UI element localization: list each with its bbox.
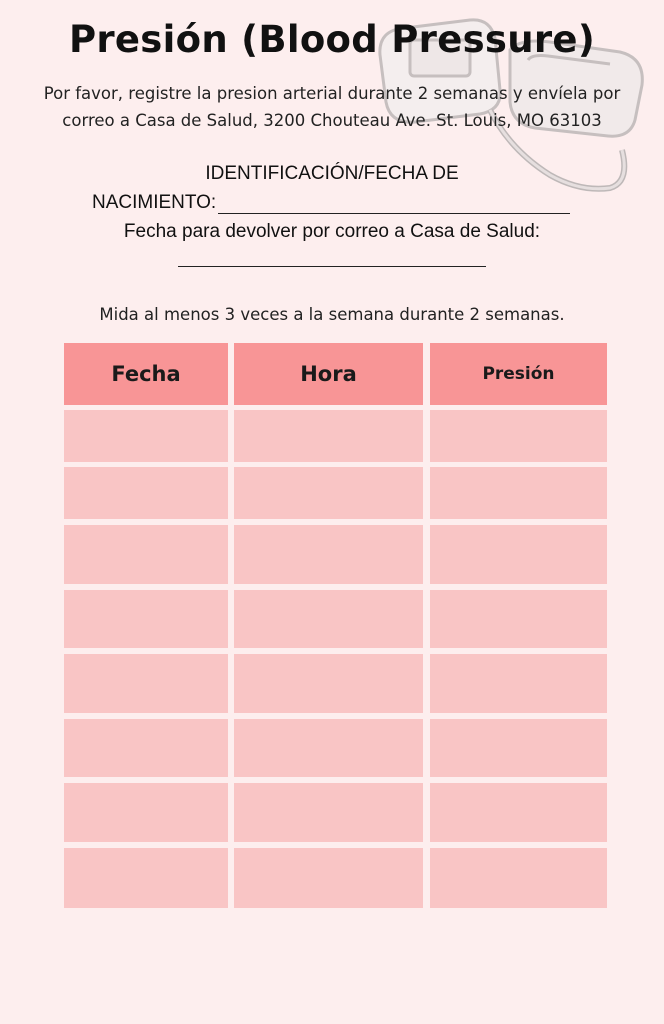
- entry-cell-fecha[interactable]: [64, 848, 228, 908]
- header-presion: Presión: [430, 343, 607, 405]
- entry-cell-fecha[interactable]: [64, 525, 228, 584]
- header-hora: Hora: [234, 343, 423, 405]
- entry-cell-presion[interactable]: [430, 654, 607, 713]
- entry-cell-presion[interactable]: [430, 848, 607, 908]
- entry-cell-fecha[interactable]: [64, 783, 228, 842]
- entry-cell-hora[interactable]: [234, 525, 423, 584]
- entry-cell-presion[interactable]: [430, 719, 607, 777]
- entry-cell-hora[interactable]: [234, 590, 423, 648]
- entry-cell-fecha[interactable]: [64, 410, 228, 462]
- entry-cell-hora[interactable]: [234, 783, 423, 842]
- entry-cell-presion[interactable]: [430, 590, 607, 648]
- id-birthdate-blank[interactable]: [218, 193, 570, 214]
- entry-cell-fecha[interactable]: [64, 654, 228, 713]
- return-date-blank[interactable]: [178, 266, 486, 267]
- id-birthdate-field[interactable]: [92, 192, 570, 214]
- header-fecha: Fecha: [64, 343, 228, 405]
- entry-cell-fecha[interactable]: [64, 719, 228, 777]
- entry-cell-hora[interactable]: [234, 410, 423, 462]
- entry-cell-hora[interactable]: [234, 467, 423, 519]
- instructions-line-2: correo a Casa de Salud, 3200 Chouteau Ave. St. Louis, MO 63103: [62, 111, 602, 130]
- measure-note: Mida al menos 3 veces a la semana durante 2 semanas.: [99, 305, 565, 324]
- id-birthdate-label: IDENTIFICACIÓN/FECHA DE: [205, 163, 459, 184]
- return-date-label: Fecha para devolver por correo a Casa de Salud:: [123, 221, 541, 242]
- entry-cell-fecha[interactable]: [64, 590, 228, 648]
- instructions-text: [20, 80, 644, 134]
- id-birthdate-label-cont: NACIMIENTO:: [92, 192, 217, 213]
- entry-cell-hora[interactable]: [234, 719, 423, 777]
- entry-cell-presion[interactable]: [430, 525, 607, 584]
- instructions-line-1: Por favor, registre la presion arterial durante 2 semanas y envíela por: [43, 84, 621, 103]
- entry-cell-hora[interactable]: [234, 654, 423, 713]
- entry-cell-presion[interactable]: [430, 467, 607, 519]
- entry-cell-hora[interactable]: [234, 848, 423, 908]
- entry-cell-presion[interactable]: [430, 410, 607, 462]
- entry-cell-fecha[interactable]: [64, 467, 228, 519]
- entry-cell-presion[interactable]: [430, 783, 607, 842]
- page-title: Presión (Blood Pressure): [68, 18, 596, 61]
